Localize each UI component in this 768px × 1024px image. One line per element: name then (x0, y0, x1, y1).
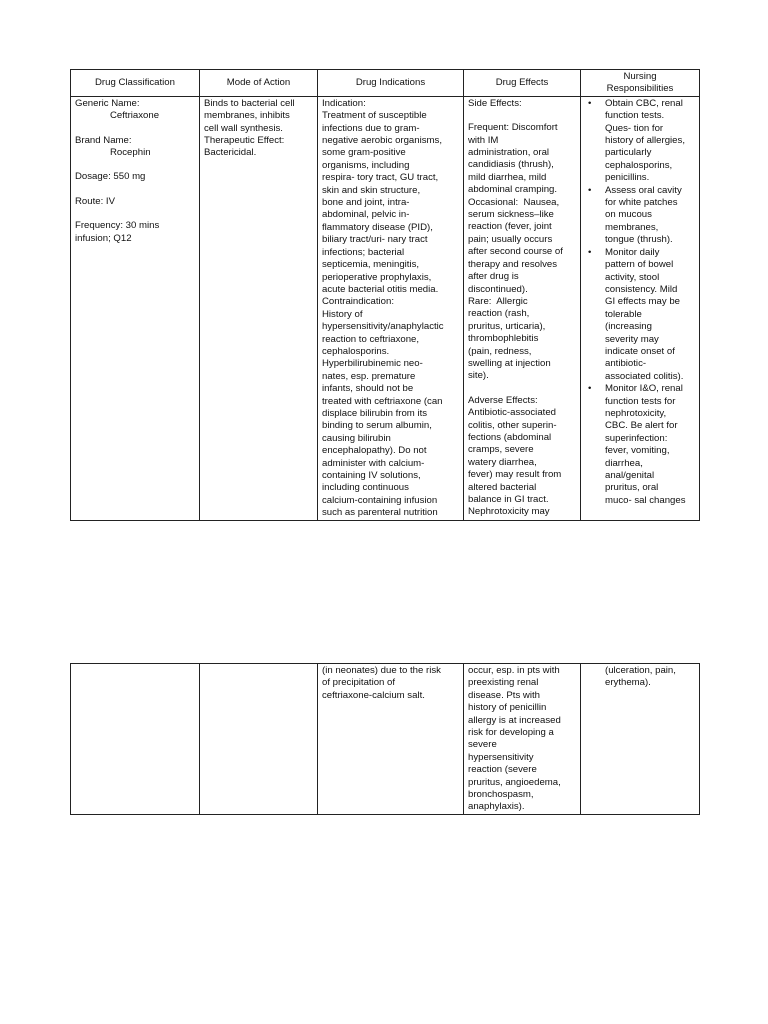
route-text: Route: IV (75, 195, 115, 207)
list-item: • Obtain CBC, renal function tests. Ques- tion for history of allergies, particularly cephalosporins, penicillins. (605, 98, 695, 185)
list-item: • Assess oral cavity for white patches on mucous membranes, tongue (thrush). (605, 185, 695, 247)
side-effects-heading: Side Effects: (468, 97, 522, 109)
side-effects-text: Frequent: Discomfort with IM administration, oral candidiasis (thrush), mild diarrhea, mild abdominal cramping. Occasional: Nausea, serum sickness–like reaction (fever, joint pain; usually occurs after second course of therapy and resolves after drug is discontinued). Rare: Allergic reaction (rash, pruritus, urticaria), thrombophlebitis (pain, redness, swelling at injection site). (468, 122, 563, 382)
effects-continued-cell: occur, esp. in pts with preexisting renal disease. Pts with history of penicillin allergy is at increased risk for developing a severe hypersensitivity reaction (severe pruritus, angioedema, bronchospasm, anaphylaxis). (464, 664, 581, 815)
list-item: • Monitor daily pattern of bowel activity, stool consistency. Mild GI effects may be tolerable (increasing severity may indicate onset of antibiotic- associated colitis). (605, 247, 695, 383)
drug-effects-cell (464, 96, 581, 520)
mode-of-action-cell: Binds to bacterial cell membranes, inhibits cell wall synthesis. Therapeutic Effect: Bactericidal. (200, 96, 318, 520)
header-drug-effects: Drug Effects (464, 70, 581, 97)
table-row (71, 664, 700, 815)
frequency-text: Frequency: 30 mins infusion; Q12 (75, 220, 160, 244)
header-drug-indications: Drug Indications (318, 70, 464, 97)
generic-name-label: Generic Name: (75, 97, 140, 109)
header-nursing-responsibilities: Nursing Responsibilities (581, 70, 700, 97)
table-header-row (71, 70, 700, 97)
drug-indications-cell: Indication: Treatment of susceptible infections due to gram- negative aerobic organisms, some gram-positive organisms, including respira- tory tract, GU tract, skin and skin structure, bone and joint, intra- abdominal, pelvic in- flammatory disease (PID), biliary tract/uri- nary tract infections; bacterial septicemia, meningitis, perioperative prophylaxis, acute bacterial otitis media. Contraindication: History of hypersensitivity/anaphylactic reaction to ceftriaxone, cephalosporins. Hyperbilirubinemic neo- nates, esp. premature infants, should not be treated with ceftriaxone (can displace bilirubin from its binding to serum albumin, causing bilirubin encephalopathy). Do not administer with calcium- containing IV solutions, including continuous calcium-containing infusion such as parenteral nutrition (318, 96, 464, 520)
header-mode-of-action: Mode of Action (200, 70, 318, 97)
drug-study-table (70, 69, 700, 521)
responsibilities-continued-text: (ulceration, pain, erythema). (605, 665, 676, 689)
header-drug-classification: Drug Classification (71, 70, 200, 97)
indications-continued-cell: (in neonates) due to the risk of precipitation of ceftriaxone-calcium salt. (318, 664, 464, 815)
dosage-text: Dosage: 550 mg (75, 171, 146, 183)
drug-study-table-continued (70, 663, 700, 815)
table-row (71, 96, 700, 520)
responsibilities-continued-cell (581, 664, 700, 815)
adverse-effects-text: Adverse Effects: Antibiotic-associated colitis, other superin- fections (abdominal cramps, severe watery diarrhea, fever) may result from altered bacterial balance in GI tract. Nephrotoxicity may (468, 394, 562, 518)
drug-classification-cell (71, 96, 200, 520)
nursing-responsibilities-cell (581, 96, 700, 520)
generic-name-value: Ceftriaxone (110, 110, 160, 122)
brand-name-value: Rocephin (110, 147, 151, 159)
brand-name-label: Brand Name: (75, 134, 132, 146)
empty-mode-cell (200, 664, 318, 815)
responsibilities-list (585, 98, 695, 507)
list-item: • Monitor I&O, renal function tests for nephrotoxicity, CBC. Be alert for superinfection: fever, vomiting, diarrhea, anal/genital pruritus, oral muco- sal changes (605, 383, 695, 507)
empty-classification-cell (71, 664, 200, 815)
